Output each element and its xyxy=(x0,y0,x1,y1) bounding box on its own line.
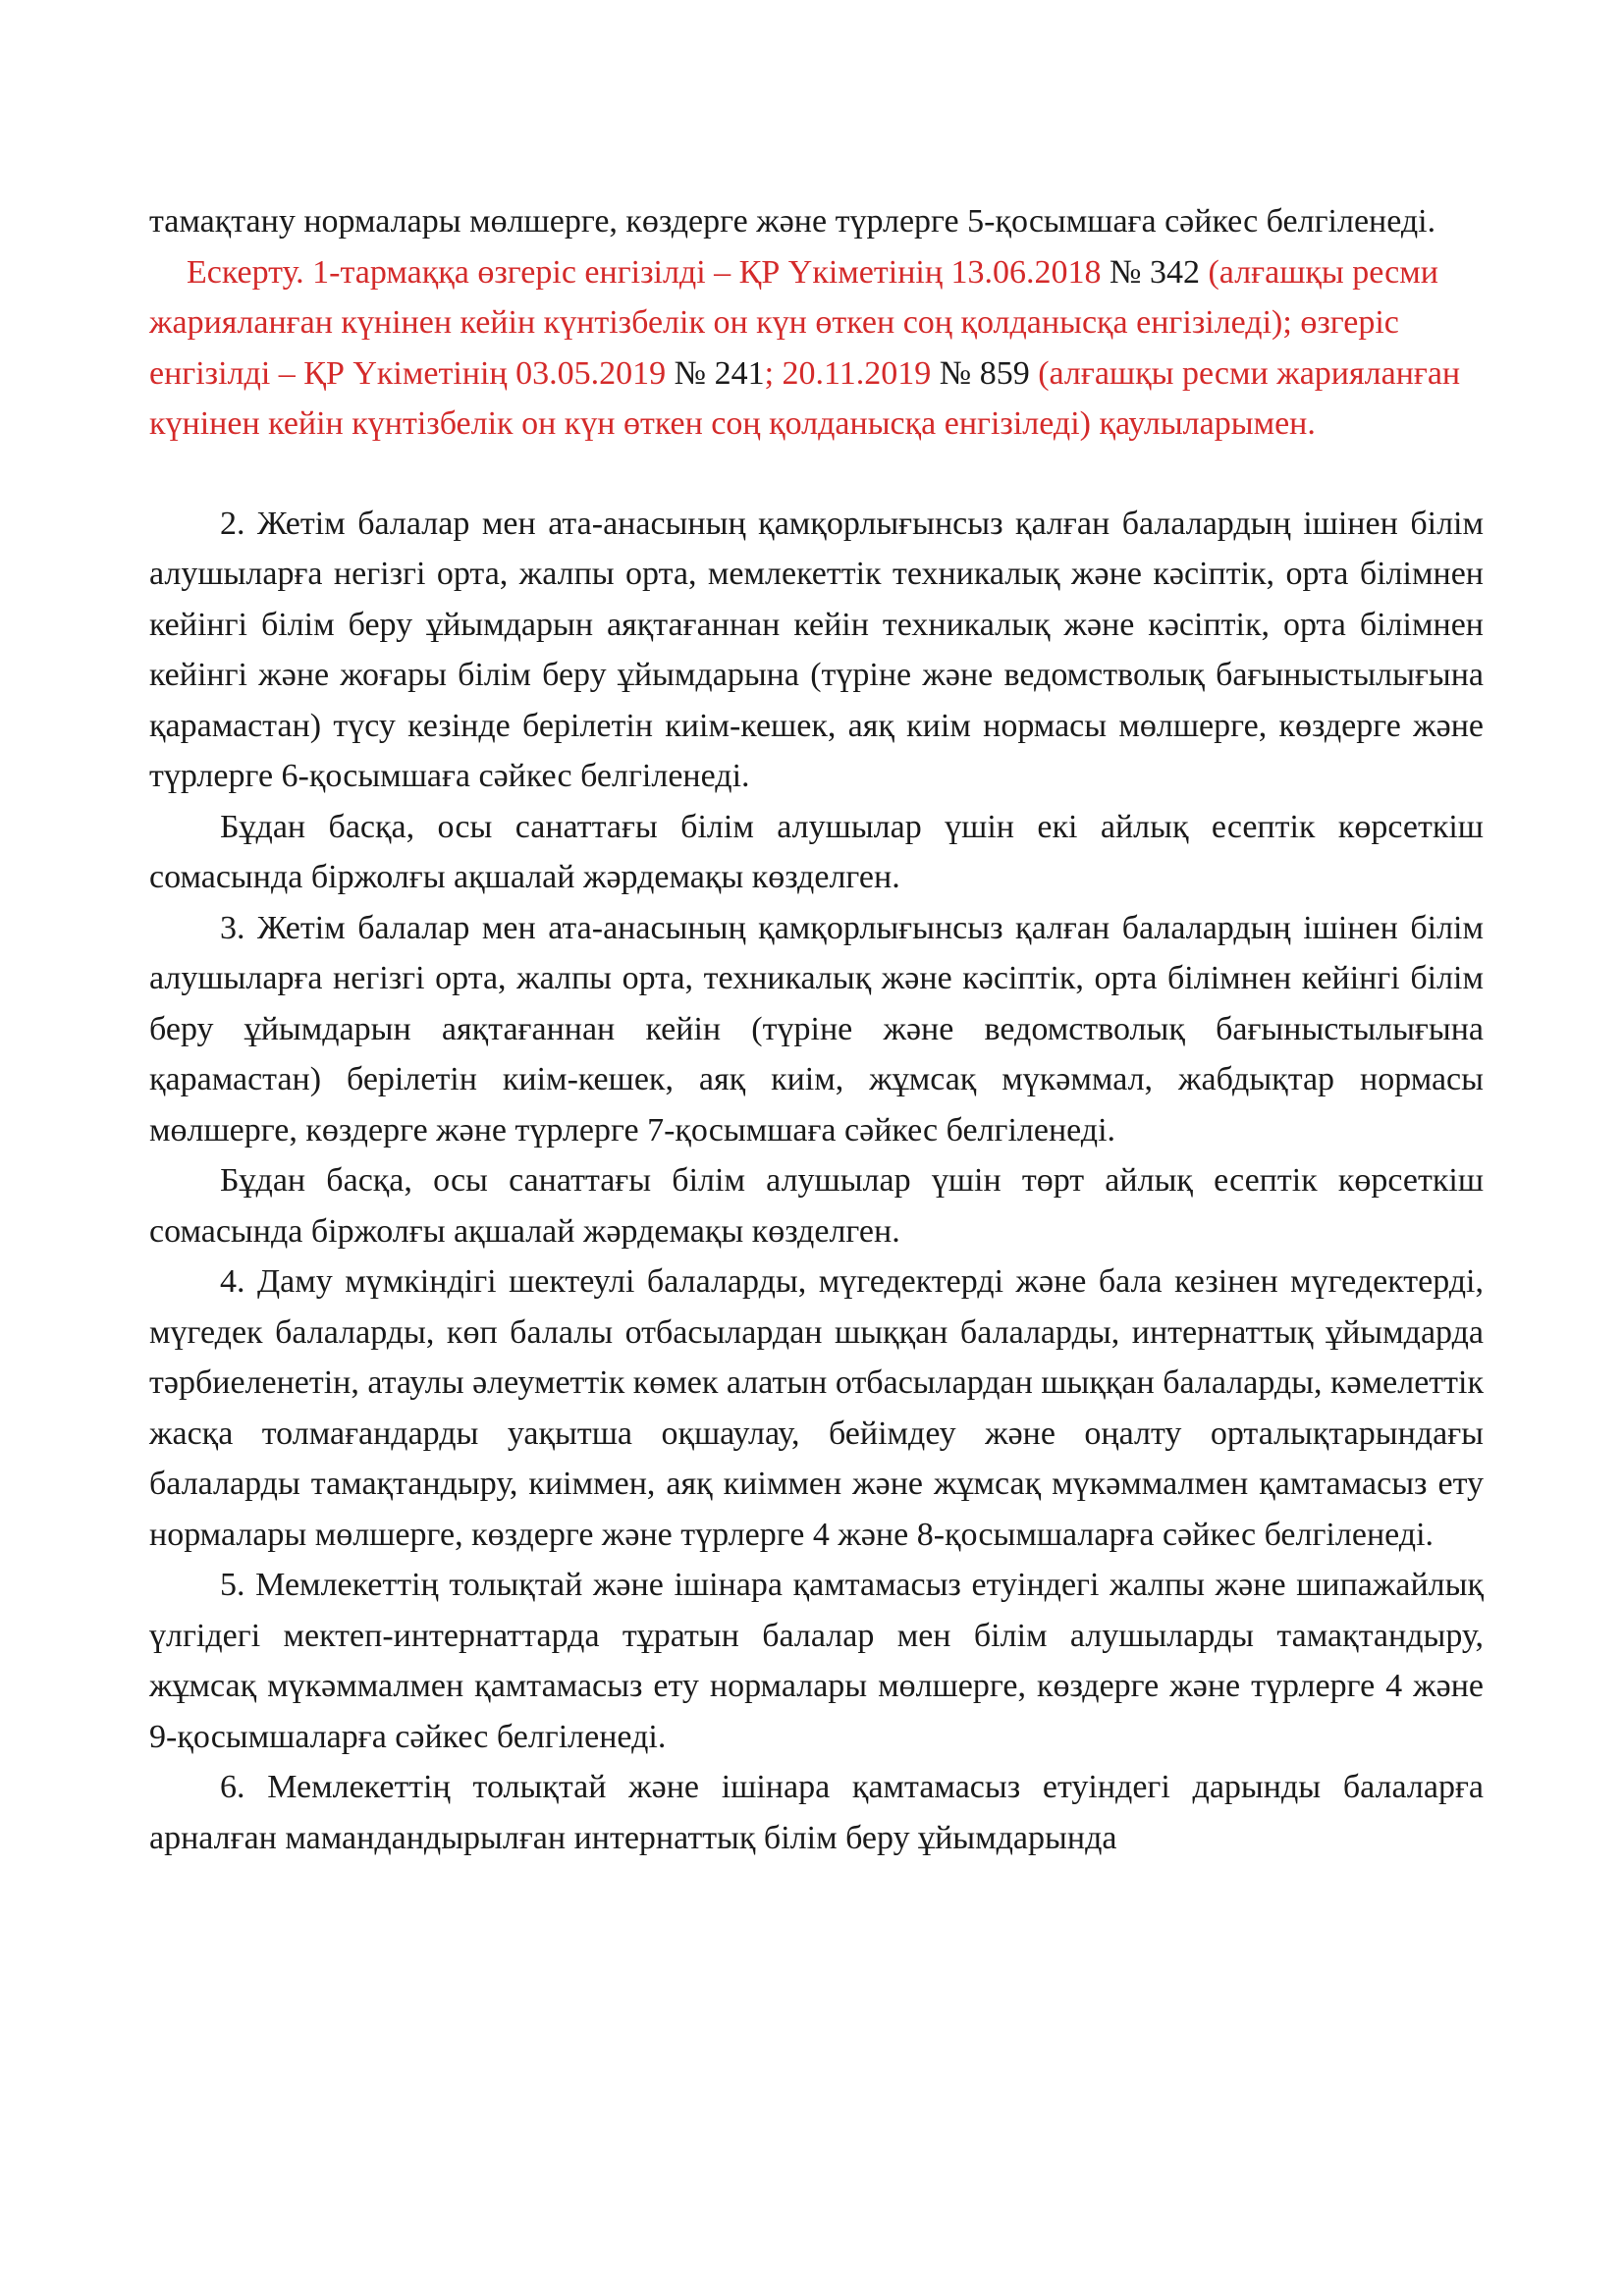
note-text-3: ; 20.11.2019 xyxy=(764,354,940,392)
paragraph-3-supplement: Бұдан басқа, осы санаттағы білім алушылар үшін төрт айлық есептік көрсеткіш сомасында біржолғы ақшалай жәрдемақы көзделген. xyxy=(149,1162,1484,1250)
note-text-1: Ескерту. 1-тармаққа өзгеріс енгізілді – ҚР Үкіметінің 13.06.2018 xyxy=(187,253,1110,291)
paragraph-5: 5. Мемлекеттің толықтай және ішінара қамтамасыз етуіндегі жалпы және шипажайлық үлгідегі мектеп-интернаттарда тұратын балалар мен білім алушыларды тамақтандыру, жұмсақ мүкәммалмен қамтамасыз ету нормалары мөлшерге, көздерге және түрлерге 4 және 9-қосымшаларға сәйкес белгіленеді. xyxy=(149,1567,1484,1755)
paragraph-2: 2. Жетім балалар мен ата-анасының қамқорлығынсыз қалған балалардың ішінен білім алушыларға негізгі орта, жалпы орта, мемлекеттік техникалық және кәсіптік, орта білімнен кейінгі білім беру ұйымдарын аяқтағаннан кейін техникалық және кәсіптік, орта білімнен кейінгі және жоғары білім беру ұйымдарына (түріне және ведомстволық бағыныстылығына қарамастан) түсу кезінде берілетін киім-кешек, аяқ киім нормасы мөлшерге, көздерге және түрлерге 6-қосымшаға сәйкес белгіленеді. xyxy=(149,505,1484,794)
note-link-859[interactable]: № 859 xyxy=(939,354,1030,392)
paragraph-2-supplement: Бұдан басқа, осы санаттағы білім алушылар үшін екі айлық есептік көрсеткіш сомасында біржолғы ақшалай жәрдемақы көзделген. xyxy=(149,808,1484,895)
note-text-4: (алғашқы ресми жарияланған күнінен кейін күнтізбелік он күн өткен соң қолданысқа енгізіледі) қаулыларымен. xyxy=(149,354,1461,442)
paragraph-continuation: тамақтану нормалары мөлшерге, көздерге және түрлерге 5-қосымшаға сәйкес белгіленеді. xyxy=(149,203,1436,240)
note-text-2: (алғашқы ресми жарияланған күнінен кейін күнтізбелік он күн өткен соң қолданысқа енгізіледі); өзгеріс енгізілді – ҚР Үкіметінің 03.05.2019 xyxy=(149,253,1438,392)
amendment-note xyxy=(149,247,1484,450)
paragraph-4: 4. Даму мүмкіндігі шектеулі балаларды, мүгедектерді және бала кезінен мүгедектерді, мүгедек балаларды, көп балалы отбасылардан шыққан балаларды, интернаттық ұйымдарда тәрбиеленетін, атаулы әлеуметтік көмек алатын отбасылардан шыққан балаларды, кәмелеттік жасқа толмағандарды уақытша оқшаулау, бейімдеу және оңалту орталықтарындағы балаларды тамақтандыру, киіммен, аяқ киіммен және жұмсақ мүкәммалмен қамтамасыз ету нормалары мөлшерге, көздерге және түрлерге 4 және 8-қосымшаларға сәйкес белгіленеді. xyxy=(149,1263,1484,1553)
paragraph-3: 3. Жетім балалар мен ата-анасының қамқорлығынсыз қалған балалардың ішінен білім алушыларға негізгі орта, жалпы орта, техникалық және кәсіптік, орта білімнен кейінгі білім беру ұйымдарын аяқтағаннан кейін (түріне және ведомстволық бағыныстылығына қарамастан) берілетін киім-кешек, аяқ киім, жұмсақ мүкәммал, жабдықтар нормасы мөлшерге, көздерге және түрлерге 7-қосымшаға сәйкес белгіленеді. xyxy=(149,909,1484,1148)
spacer xyxy=(149,450,1484,499)
note-link-342[interactable]: № 342 xyxy=(1110,253,1200,291)
note-link-241[interactable]: № 241 xyxy=(674,354,765,392)
paragraph-6: 6. Мемлекеттің толықтай және ішінара қамтамасыз етуіндегі дарынды балаларға арналған мамандандырылған интернаттық білім беру ұйымдарында xyxy=(149,1769,1484,1856)
